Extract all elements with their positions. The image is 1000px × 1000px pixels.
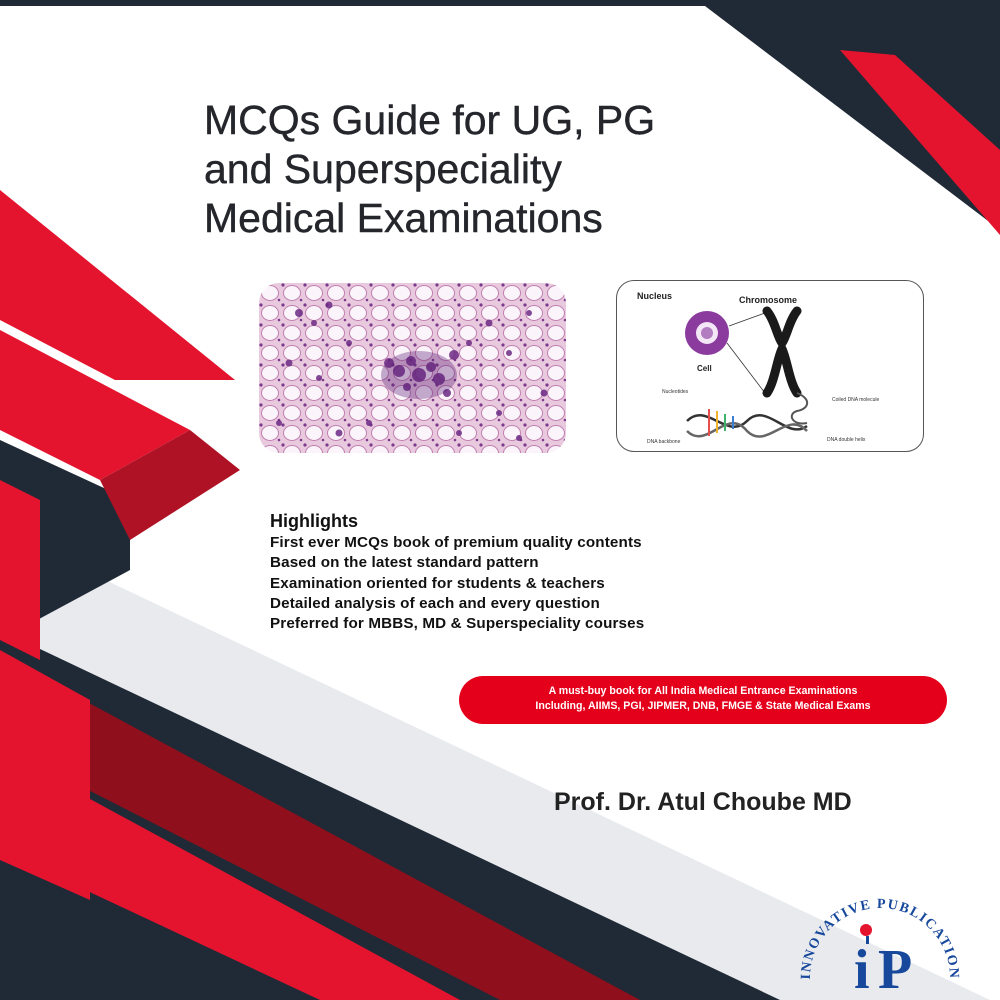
dna-diagram — [617, 281, 923, 451]
title-line-1: MCQs Guide for UG, PG — [204, 97, 656, 143]
book-title — [204, 96, 844, 243]
label-nucleotides: Nucleotides — [662, 389, 689, 395]
label-dna-double-helix: DNA double helix — [827, 437, 866, 443]
red-left-mid-block — [0, 480, 40, 660]
label-nucleus: Nucleus — [637, 291, 673, 301]
promo-line-2: Including, AIIMS, PGI, JIPMER, DNB, FMGE & State Medical Exams — [535, 700, 871, 712]
publisher-arc-text: INNOVATIVE PUBLICATION — [798, 896, 962, 980]
highlight-item: First ever MCQs book of premium quality contents — [270, 534, 642, 551]
logo-letter-p: P — [878, 939, 913, 998]
highlights-section — [270, 510, 870, 634]
title-line-2: and Superspeciality — [204, 146, 562, 192]
publisher-logo — [790, 858, 970, 998]
histology-micrograph-image — [259, 283, 566, 453]
dna-diagram-panel — [616, 280, 924, 452]
highlight-item: Based on the latest standard pattern — [270, 554, 539, 572]
title-line-3: Medical Examinations — [204, 195, 603, 241]
dna-helix-icon — [687, 409, 807, 437]
highlights-list — [270, 533, 870, 634]
logo-red-dot-icon — [860, 924, 872, 936]
highlight-item: Detailed analysis of each and every question — [270, 594, 600, 612]
coiled-dna-icon — [792, 393, 807, 423]
label-chromosome: Chromosome — [739, 295, 798, 305]
promo-badge — [459, 676, 947, 724]
label-coiled-dna: Coiled DNA molecule — [832, 397, 880, 403]
author-name: Prof. Dr. Atul Choube MD — [554, 788, 852, 816]
highlight-item: Preferred for MBBS, MD & Superspeciality courses — [270, 615, 645, 633]
chromosome-icon — [767, 311, 797, 393]
highlight-item: Examination oriented for students & teachers — [270, 574, 605, 592]
label-cell: Cell — [697, 364, 712, 373]
highlights-heading: Highlights — [270, 511, 358, 531]
label-dna-backbone: DNA backbone — [647, 439, 681, 445]
promo-line-1: A must-buy book for All India Medical Entrance Examinations — [548, 685, 858, 697]
logo-letter-i: i — [854, 939, 870, 998]
